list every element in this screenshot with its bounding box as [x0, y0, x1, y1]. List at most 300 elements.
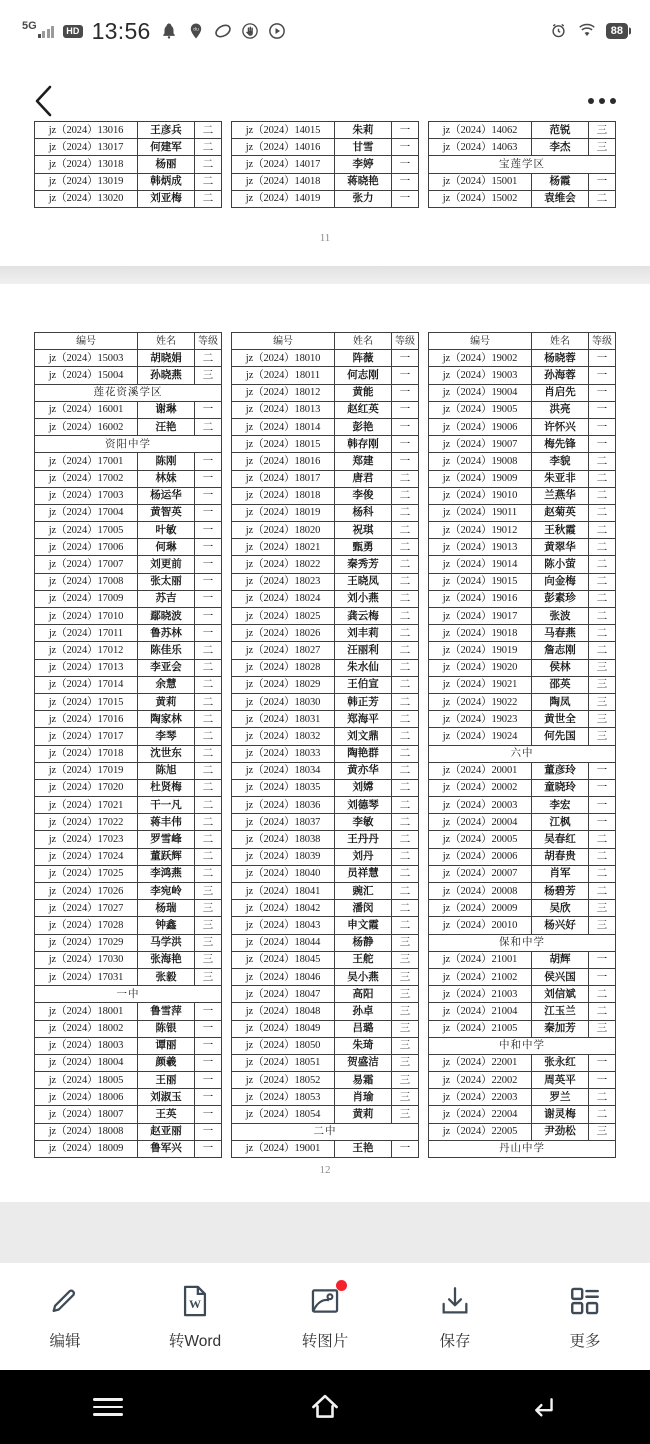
id-cell: jz（2024）18024 — [232, 590, 335, 607]
name-cell: 彭艳 — [335, 418, 392, 435]
level-cell: 三 — [589, 900, 616, 917]
table-row — [232, 900, 419, 917]
table-row — [429, 522, 616, 539]
toolbar-label-to-word: 转Word — [168, 1333, 222, 1350]
toolbar-item-to-image[interactable] — [260, 1282, 390, 1351]
name-cell: 洪亮 — [532, 401, 589, 418]
id-cell: jz（2024）19017 — [429, 608, 532, 625]
level-cell: 一 — [195, 487, 222, 504]
id-cell: jz（2024）17011 — [35, 625, 138, 642]
level-cell: 一 — [195, 1106, 222, 1123]
id-cell: jz（2024）20006 — [429, 848, 532, 865]
id-cell: jz（2024）17008 — [35, 573, 138, 590]
id-cell: jz（2024）14062 — [429, 122, 532, 139]
page11-col2-body — [232, 122, 419, 208]
name-cell: 陈旭 — [138, 762, 195, 779]
table-row — [35, 883, 222, 900]
id-cell: jz（2024）18046 — [232, 968, 335, 985]
level-cell: 三 — [589, 728, 616, 745]
level-cell: 一 — [392, 139, 419, 156]
level-cell: 二 — [392, 779, 419, 796]
toolbar-label-save: 保存 — [439, 1333, 471, 1350]
level-cell: 一 — [195, 625, 222, 642]
name-cell: 杨静 — [335, 934, 392, 951]
table-row — [232, 522, 419, 539]
table-row — [232, 156, 419, 173]
name-cell: 郑海平 — [335, 711, 392, 728]
id-cell: jz（2024）22005 — [429, 1123, 532, 1140]
level-cell: 三 — [589, 1020, 616, 1037]
table-row — [232, 470, 419, 487]
table-row — [35, 573, 222, 590]
level-cell: 二 — [392, 797, 419, 814]
name-cell: 袁维会 — [532, 190, 589, 207]
name-cell: 孙卓 — [335, 1003, 392, 1020]
name-cell: 黄翠华 — [532, 539, 589, 556]
level-cell: 二 — [195, 173, 222, 190]
id-cell: jz（2024）18041 — [232, 883, 335, 900]
id-cell: jz（2024）18021 — [232, 539, 335, 556]
id-cell: jz（2024）13016 — [35, 122, 138, 139]
level-cell: 一 — [195, 504, 222, 521]
id-cell: jz（2024）18008 — [35, 1123, 138, 1140]
table-row — [232, 590, 419, 607]
name-cell: 黄亦华 — [335, 762, 392, 779]
level-cell: 二 — [392, 659, 419, 676]
name-cell: 刘淑玉 — [138, 1089, 195, 1106]
id-cell: jz（2024）19004 — [429, 384, 532, 401]
level-cell: 三 — [195, 934, 222, 951]
level-cell: 二 — [589, 487, 616, 504]
name-cell: 赵菊英 — [532, 504, 589, 521]
id-cell: jz（2024）18019 — [232, 504, 335, 521]
table-row — [429, 883, 616, 900]
id-cell: jz（2024）20008 — [429, 883, 532, 900]
level-cell: 二 — [589, 848, 616, 865]
id-cell: jz（2024）14063 — [429, 139, 532, 156]
id-cell: jz（2024）17022 — [35, 814, 138, 831]
id-cell: jz（2024）19021 — [429, 676, 532, 693]
level-cell: 二 — [392, 470, 419, 487]
name-cell: 刘更前 — [138, 556, 195, 573]
level-cell: 一 — [392, 367, 419, 384]
page11-col1-table — [34, 121, 222, 208]
name-cell: 王晓凤 — [335, 573, 392, 590]
table-row — [232, 367, 419, 384]
table-row — [35, 139, 222, 156]
id-cell: jz（2024）19006 — [429, 418, 532, 435]
level-cell: 一 — [589, 418, 616, 435]
level-cell: 三 — [392, 1020, 419, 1037]
toolbar-item-more[interactable] — [520, 1282, 650, 1351]
name-cell: 贺盛洁 — [335, 1054, 392, 1071]
id-cell: jz（2024）17024 — [35, 848, 138, 865]
table-row — [232, 1140, 419, 1157]
table-row — [35, 745, 222, 762]
level-cell: 一 — [195, 522, 222, 539]
table-row — [429, 968, 616, 985]
id-cell: jz（2024）15002 — [429, 190, 532, 207]
table-row — [35, 625, 222, 642]
table-row — [35, 487, 222, 504]
level-cell: 三 — [195, 951, 222, 968]
id-cell: jz（2024）19014 — [429, 556, 532, 573]
table-row — [35, 590, 222, 607]
level-cell: 一 — [392, 418, 419, 435]
id-cell: jz（2024）21003 — [429, 986, 532, 1003]
table-row — [232, 1072, 419, 1089]
table-row — [35, 556, 222, 573]
id-cell: jz（2024）18022 — [232, 556, 335, 573]
toolbar-label-more: 更多 — [569, 1333, 601, 1350]
name-cell: 杨晓蓉 — [532, 350, 589, 367]
name-cell: 马学洪 — [138, 934, 195, 951]
table-row — [429, 608, 616, 625]
name-cell: 肖军 — [532, 865, 589, 882]
table-row — [232, 848, 419, 865]
table-row — [35, 1140, 222, 1157]
signal-bars-icon — [22, 19, 54, 38]
level-cell: 二 — [392, 831, 419, 848]
level-cell: 二 — [195, 642, 222, 659]
table-row — [35, 951, 222, 968]
name-cell: 王丹丹 — [335, 831, 392, 848]
name-cell: 王伯宣 — [335, 676, 392, 693]
name-cell: 刘丰莉 — [335, 625, 392, 642]
name-cell: 胡辉 — [532, 951, 589, 968]
table-row — [429, 1054, 616, 1071]
back-button[interactable] — [433, 1370, 650, 1444]
id-cell: jz（2024）18027 — [232, 642, 335, 659]
table-row — [35, 865, 222, 882]
table-row — [232, 453, 419, 470]
table-row — [232, 917, 419, 934]
col-header-level: 等级 — [589, 333, 616, 350]
svg-text:W: W — [188, 1297, 202, 1312]
level-cell: 一 — [195, 1123, 222, 1140]
name-cell: 张波 — [532, 608, 589, 625]
id-cell: jz（2024）17023 — [35, 831, 138, 848]
table-row — [35, 470, 222, 487]
id-cell: jz（2024）18014 — [232, 418, 335, 435]
level-cell: 二 — [195, 190, 222, 207]
table-row — [232, 190, 419, 207]
table-row — [232, 728, 419, 745]
home-button[interactable] — [217, 1370, 434, 1444]
level-cell: 二 — [392, 865, 419, 882]
id-cell: jz（2024）18033 — [232, 745, 335, 762]
id-cell: jz（2024）18028 — [232, 659, 335, 676]
name-cell: 罗兰 — [532, 1089, 589, 1106]
id-cell: jz（2024）22001 — [429, 1054, 532, 1071]
level-cell: 三 — [195, 367, 222, 384]
name-cell: 梅先锋 — [532, 436, 589, 453]
table-row — [35, 1089, 222, 1106]
id-cell: jz（2024）17026 — [35, 883, 138, 900]
id-cell: jz（2024）14018 — [232, 173, 335, 190]
name-cell: 黄莉 — [335, 1106, 392, 1123]
table-row — [429, 556, 616, 573]
table-row — [35, 122, 222, 139]
level-cell: 二 — [392, 917, 419, 934]
id-cell: jz（2024）18006 — [35, 1089, 138, 1106]
table-row — [429, 951, 616, 968]
table-row — [35, 453, 222, 470]
id-cell: jz（2024）19007 — [429, 436, 532, 453]
id-cell: jz（2024）20002 — [429, 779, 532, 796]
section-header-cell: 中和中学 — [429, 1037, 616, 1054]
level-cell: 一 — [589, 350, 616, 367]
name-cell: 童晓玲 — [532, 779, 589, 796]
id-cell: jz（2024）17029 — [35, 934, 138, 951]
name-cell: 鲁雪萍 — [138, 1003, 195, 1020]
id-cell: jz（2024）21005 — [429, 1020, 532, 1037]
id-cell: jz（2024）18015 — [232, 436, 335, 453]
name-cell: 朱莉 — [335, 122, 392, 139]
level-cell: 一 — [195, 1037, 222, 1054]
table-row — [429, 676, 616, 693]
toolbar-item-edit[interactable] — [0, 1282, 130, 1351]
id-cell: jz（2024）16002 — [35, 418, 138, 435]
level-cell: 一 — [589, 1072, 616, 1089]
section-header-cell: 资阳中学 — [35, 436, 222, 453]
id-cell: jz（2024）18050 — [232, 1037, 335, 1054]
id-cell: jz（2024）18004 — [35, 1054, 138, 1071]
name-cell: 刘嫦 — [335, 779, 392, 796]
level-cell: 三 — [392, 1106, 419, 1123]
col-header-name: 姓名 — [532, 333, 589, 350]
table-row — [429, 642, 616, 659]
id-cell: jz（2024）17021 — [35, 797, 138, 814]
level-cell: 二 — [195, 350, 222, 367]
page11-col3-body — [429, 122, 616, 208]
level-cell: 二 — [195, 779, 222, 796]
recents-button[interactable] — [0, 1370, 217, 1444]
table-row — [232, 797, 419, 814]
table-row — [232, 1054, 419, 1071]
battery-icon: 88 — [606, 23, 628, 39]
id-cell: jz（2024）19022 — [429, 693, 532, 710]
id-cell: jz（2024）19012 — [429, 522, 532, 539]
id-cell: jz（2024）17028 — [35, 917, 138, 934]
hamburger-icon — [93, 1393, 123, 1421]
level-cell: 二 — [392, 539, 419, 556]
name-cell: 谢琳 — [138, 401, 195, 418]
level-cell: 二 — [589, 190, 616, 207]
page-12-bottom-margin — [0, 1176, 650, 1202]
col-header-id: 编号 — [232, 333, 335, 350]
level-cell: 二 — [589, 608, 616, 625]
name-cell: 肖启先 — [532, 384, 589, 401]
name-cell: 杨丽 — [138, 156, 195, 173]
document-scroll-area[interactable] — [0, 124, 650, 1262]
name-cell: 余慧 — [138, 676, 195, 693]
level-cell: 二 — [589, 625, 616, 642]
id-cell: jz（2024）16001 — [35, 401, 138, 418]
id-cell: jz（2024）18025 — [232, 608, 335, 625]
id-cell: jz（2024）21004 — [429, 1003, 532, 1020]
name-cell: 杨运华 — [138, 487, 195, 504]
name-cell: 高阳 — [335, 986, 392, 1003]
level-cell: 二 — [392, 608, 419, 625]
android-navigation-bar — [0, 1370, 650, 1444]
id-cell: jz（2024）18009 — [35, 1140, 138, 1157]
id-cell: jz（2024）18047 — [232, 986, 335, 1003]
id-cell: jz（2024）17006 — [35, 539, 138, 556]
id-cell: jz（2024）17013 — [35, 659, 138, 676]
name-cell: 王艳 — [335, 1140, 392, 1157]
id-cell: jz（2024）18054 — [232, 1106, 335, 1123]
more-options-button[interactable] — [578, 88, 626, 114]
level-cell: 二 — [589, 590, 616, 607]
id-cell: jz（2024）17001 — [35, 453, 138, 470]
table-row — [429, 848, 616, 865]
level-cell: 二 — [392, 814, 419, 831]
table-row — [429, 401, 616, 418]
table-row — [232, 401, 419, 418]
id-cell: jz（2024）21001 — [429, 951, 532, 968]
name-cell: 陶家林 — [138, 711, 195, 728]
table-row — [35, 156, 222, 173]
id-cell: jz（2024）14019 — [232, 190, 335, 207]
table-row — [429, 831, 616, 848]
name-cell: 杨霞 — [532, 173, 589, 190]
more-dot — [588, 98, 594, 104]
name-cell: 向金梅 — [532, 573, 589, 590]
id-cell: jz（2024）19011 — [429, 504, 532, 521]
level-cell: 二 — [392, 883, 419, 900]
table-row — [429, 590, 616, 607]
table-row — [429, 367, 616, 384]
id-cell: jz（2024）19005 — [429, 401, 532, 418]
level-cell: 三 — [589, 122, 616, 139]
name-cell: 董跃辉 — [138, 848, 195, 865]
id-cell: jz（2024）20007 — [429, 865, 532, 882]
section-header-cell: 二中 — [232, 1123, 419, 1140]
level-cell: 二 — [392, 642, 419, 659]
level-cell: 二 — [392, 676, 419, 693]
level-cell: 一 — [195, 573, 222, 590]
level-cell: 一 — [589, 968, 616, 985]
name-cell: 胡晓娟 — [138, 350, 195, 367]
table-row — [429, 711, 616, 728]
level-cell: 二 — [589, 504, 616, 521]
id-cell: jz（2024）18029 — [232, 676, 335, 693]
table-row — [429, 762, 616, 779]
toolbar-item-to-word[interactable] — [130, 1282, 260, 1351]
id-cell: jz（2024）18052 — [232, 1072, 335, 1089]
id-cell: jz（2024）18038 — [232, 831, 335, 848]
table-row — [35, 917, 222, 934]
table-row — [35, 693, 222, 710]
level-cell: 一 — [589, 951, 616, 968]
play-circle-icon — [268, 22, 286, 40]
toolbar-item-save[interactable] — [390, 1282, 520, 1351]
id-cell: jz（2024）18018 — [232, 487, 335, 504]
id-cell: jz（2024）13020 — [35, 190, 138, 207]
id-cell: jz（2024）17030 — [35, 951, 138, 968]
document-page-12 — [0, 284, 650, 1202]
name-cell: 肖瑜 — [335, 1089, 392, 1106]
id-cell: jz（2024）21002 — [429, 968, 532, 985]
id-cell: jz（2024）18023 — [232, 573, 335, 590]
table-row — [232, 173, 419, 190]
name-cell: 黄世全 — [532, 711, 589, 728]
home-icon — [308, 1392, 342, 1422]
name-cell: 罗雪峰 — [138, 831, 195, 848]
level-cell: 二 — [195, 122, 222, 139]
table-row — [429, 1003, 616, 1020]
level-cell: 二 — [392, 848, 419, 865]
oval-app-icon — [214, 22, 232, 40]
name-cell: 董彦玲 — [532, 762, 589, 779]
table-row — [35, 539, 222, 556]
level-cell: 三 — [195, 900, 222, 917]
name-cell: 何建军 — [138, 139, 195, 156]
id-cell: jz（2024）18042 — [232, 900, 335, 917]
id-cell: jz（2024）18045 — [232, 951, 335, 968]
name-cell: 鲁苏林 — [138, 625, 195, 642]
bottom-toolbar — [0, 1262, 650, 1370]
table-row — [429, 1089, 616, 1106]
signal-strength-bars — [38, 25, 55, 38]
level-cell: 一 — [392, 190, 419, 207]
level-cell: 二 — [589, 642, 616, 659]
level-cell: 一 — [195, 470, 222, 487]
table-row — [429, 865, 616, 882]
name-cell: 张海艳 — [138, 951, 195, 968]
table-row — [429, 453, 616, 470]
name-cell: 彭素珍 — [532, 590, 589, 607]
col-header-id: 编号 — [35, 333, 138, 350]
level-cell: 一 — [195, 590, 222, 607]
level-cell: 一 — [195, 539, 222, 556]
name-cell: 吴欣 — [532, 900, 589, 917]
id-cell: jz（2024）17010 — [35, 608, 138, 625]
table-row — [429, 573, 616, 590]
status-bar-right — [550, 22, 628, 40]
level-cell: 一 — [392, 436, 419, 453]
id-cell: jz（2024）20003 — [429, 797, 532, 814]
id-cell: jz（2024）18040 — [232, 865, 335, 882]
level-cell: 二 — [195, 797, 222, 814]
col-header-level: 等级 — [195, 333, 222, 350]
table-row — [35, 367, 222, 384]
level-cell: 二 — [392, 625, 419, 642]
table-row — [232, 539, 419, 556]
level-cell: 一 — [589, 436, 616, 453]
name-cell: 秦秀芳 — [335, 556, 392, 573]
table-row — [232, 745, 419, 762]
id-cell: jz（2024）18002 — [35, 1020, 138, 1037]
table-row — [232, 122, 419, 139]
back-nav-button[interactable] — [24, 81, 64, 121]
table-row — [35, 384, 222, 401]
table-row — [429, 625, 616, 642]
name-cell: 许怀兴 — [532, 418, 589, 435]
level-cell: 一 — [195, 1003, 222, 1020]
id-cell: jz（2024）19013 — [429, 539, 532, 556]
name-cell: 朱琦 — [335, 1037, 392, 1054]
name-cell: 尹劲松 — [532, 1123, 589, 1140]
page-separator — [0, 266, 650, 284]
document-page-11 — [0, 121, 650, 266]
table-row — [429, 659, 616, 676]
name-cell: 陈佳乐 — [138, 642, 195, 659]
id-cell: jz（2024）19008 — [429, 453, 532, 470]
name-cell: 叶敏 — [138, 522, 195, 539]
id-cell: jz（2024）18026 — [232, 625, 335, 642]
